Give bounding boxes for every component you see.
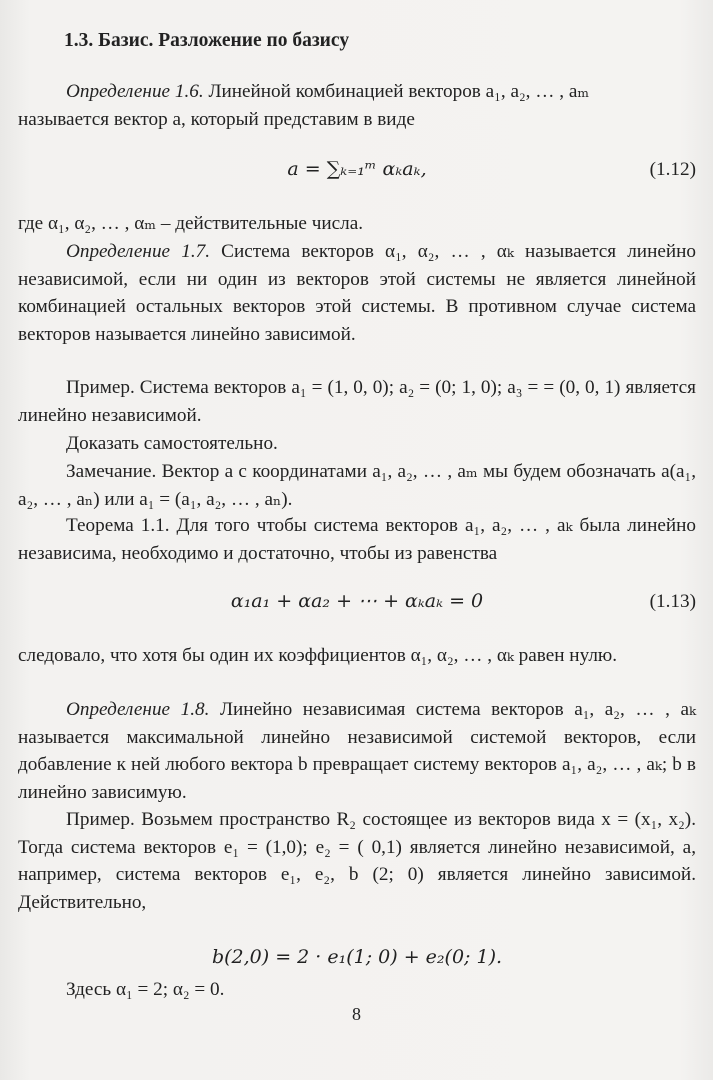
definition-1-7 <box>18 238 696 348</box>
equation-number: (1.13) <box>649 591 696 612</box>
definition-label: Определение 1.8. <box>66 699 210 720</box>
equation-number: (1.12) <box>649 159 696 180</box>
definition-text: Система векторов α₁, α₂, … , αₖ называется линейно независимой, если ни один из векторов этой системы не является линейной комбинацией остальных векторов этой системы. В противном случае система векторов называется линейно зависимой. <box>18 241 696 345</box>
example-1: Пример. Система векторов a₁ = (1, 0, 0); a₂ = (0; 1, 0); a₃ = = (0, 0, 1) является линейно независимой. <box>18 377 696 426</box>
equation-final <box>18 944 696 972</box>
theorem-1-1: Теорема 1.1. Для того чтобы система векторов a₁, a₂, … , aₖ была линейно независима, необходимо и достаточно, чтобы из равенства <box>18 515 696 564</box>
equation-1-13 <box>18 588 696 616</box>
definition-text: Линейно независимая система векторов a₁, a₂, … , aₖ называется максимальной линейно независимой системой векторов, если добавление к ней любого вектора b превращает систему векторов a₁, a₂, … , aₖ; b в линейно зависимую. <box>18 699 696 803</box>
equation-formula: a = ∑ₖ₌₁ᵐ αₖaₖ, <box>287 158 427 180</box>
definition-1-6-line2: называется вектор a, который представим в виде <box>18 109 415 130</box>
paragraph-after-1-12: где α₁, α₂, … , αₘ – действительные числа. <box>18 213 364 234</box>
remark: Замечание. Вектор a с координатами a₁, a₂, … , aₘ мы будем обозначать a(a₁, a₂, … , aₙ) или a₁ = (a₁, a₂, … , aₙ). <box>18 461 696 510</box>
definition-label: Определение 1.7. <box>66 241 211 262</box>
prove-note: Доказать самостоятельно. <box>66 433 278 454</box>
example-2: Пример. Возьмем пространство R₂ состоящее из векторов вида x = (x₁, x₂). Тогда система векторов e₁ = (1,0); e₂ = ( 0,1) является линейно независимой, а, например, система векторов e₁, e₂, b (2; 0) является линейно зависимой. Действительно, <box>18 809 696 913</box>
page-number: 8 <box>352 1004 361 1024</box>
paragraph-after-1-13: следовало, что хотя бы один их коэффициентов α₁, α₂, … , αₖ равен нулю. <box>18 645 618 666</box>
coefficients-note: Здесь α₁ = 2; α₂ = 0. <box>66 979 225 1000</box>
equation-formula: b(2,0) = 2 · e₁(1; 0) + e₂(0; 1). <box>211 946 503 968</box>
definition-1-6 <box>18 78 696 106</box>
definition-text-line1: Линейной комбинацией векторов a₁, a₂, … , aₘ <box>203 81 590 102</box>
definition-label: Определение 1.6. <box>66 81 204 102</box>
definition-1-8 <box>18 696 696 806</box>
equation-formula: α₁a₁ + αa₂ + ⋯ + αₖaₖ = 0 <box>230 590 484 612</box>
equation-1-12 <box>18 156 696 184</box>
section-heading: 1.3. Базис. Разложение по базису <box>64 30 350 51</box>
